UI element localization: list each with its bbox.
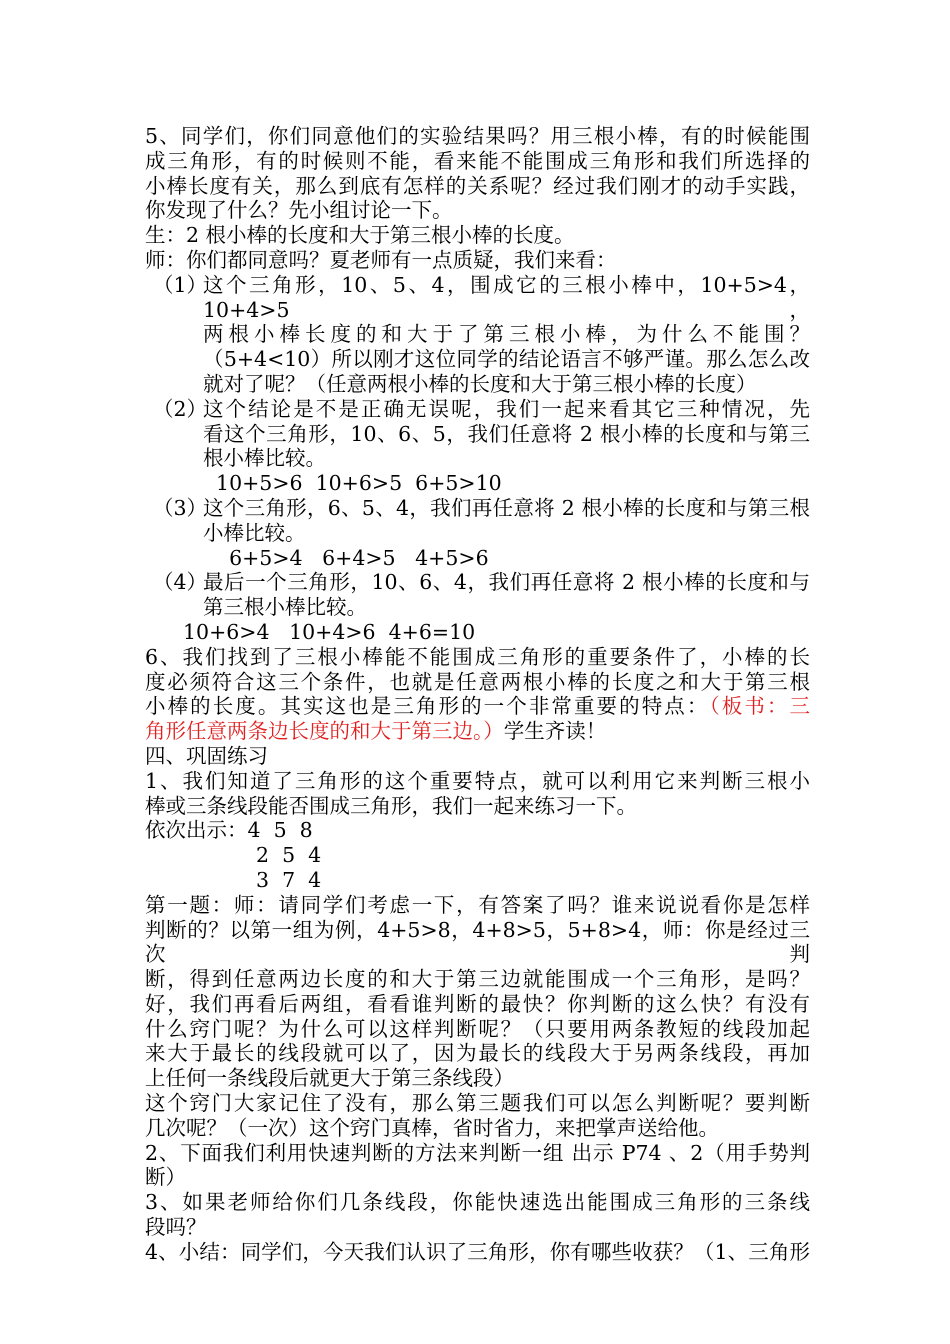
case-item-2: [145, 397, 810, 496]
text-line: 这个三角形，10、5、4，围成它的三根小棒中，10+5>4，10+4>5，: [203, 272, 810, 322]
show-label: 依次出示：: [145, 818, 248, 843]
text-line: 6、我们找到了三根小棒能不能围成三角形的重要条件了，小棒的长: [145, 644, 810, 669]
board-note: （板书：三: [709, 694, 811, 719]
section-heading: 四、巩固练习: [145, 743, 268, 768]
paragraph-6: [145, 645, 810, 744]
exercise-3: [145, 1190, 810, 1240]
text-line: 最后一个三角形，10、6、4，我们再任意将 2 根小棒的长度和与: [203, 570, 810, 595]
text-line: 来大于最长的线段就可以了，因为最长的线段大于另两条线段，再加: [145, 1041, 810, 1066]
text-line: 第一题：师：请同学们考虑一下，有答案了吗？谁来说说看你是怎样: [145, 892, 810, 917]
text-line: 断，得到任意两边长度的和大于第三边就能围成一个三角形，是吗？: [145, 967, 810, 992]
text-span: 小棒的长度。其实这也是三角形的一个非常重要的特点：: [145, 694, 710, 719]
text-line: 根小棒比较。: [203, 446, 326, 471]
document-body: [145, 124, 810, 1265]
teacher-question: 师：你们都同意吗？夏老师有一点质疑，我们来看：: [145, 247, 617, 272]
text-line: 这个结论是不是正确无误呢，我们一起来看其它三种情况，先: [203, 396, 810, 421]
student-answer: 生：2 根小棒的长度和大于第三根小棒的长度。: [145, 223, 575, 248]
text-line: [145, 694, 810, 719]
exercise-2: [145, 1141, 810, 1191]
text-line: 几次呢？（一次）这个窍门真棒，省时省力，来把掌声送给他。: [145, 1115, 719, 1140]
board-note: 角形任意两条边长度的和大于第三边。）: [145, 719, 504, 744]
text-span: 学生齐读！: [503, 719, 607, 744]
text-line: 1、我们知道了三角形的这个重要特点，就可以利用它来判断三根小: [145, 768, 810, 793]
text-line: 3、如果老师给你们几条线段，你能快速选出能围成三角形的三条线: [145, 1190, 810, 1215]
text-line: 断）: [145, 1165, 186, 1190]
paragraph-5: [145, 124, 810, 223]
text-line: 成三角形，有的时候则不能，看来能不能围成三角形和我们所选择的: [145, 148, 810, 173]
text-line: 2、下面我们利用快速判断的方法来判断一组 出示 P74 、2（用手势判: [145, 1140, 810, 1165]
text-line: 好，我们再看后两组，看看谁判断的最快？你判断的这么快？有没有: [145, 991, 810, 1016]
text-line: 你发现了什么？先小组讨论一下。: [145, 198, 453, 223]
text-line: 这个窍门大家记住了没有，那么第三题我们可以怎么判断呢？要判断: [145, 1091, 810, 1116]
text-line: （5+4<10）所以刚才这位同学的结论语言不够严谨。那么怎么改: [203, 347, 810, 372]
case-number: （1）: [153, 272, 208, 297]
text-line: [145, 818, 810, 843]
number-groups: [145, 818, 810, 892]
question-1: [145, 893, 810, 1091]
text-line: 5、同学们，你们同意他们的实验结果吗？用三根小棒，有的时候能围: [145, 124, 810, 148]
inequality-line: 6+5>4 6+4>5 4+5>6: [203, 545, 489, 570]
text-line: 两根小棒长度的和大于了第三根小棒，为什么不能围？: [203, 322, 810, 347]
summary: [145, 1240, 810, 1265]
text-line: 什么窍门呢？为什么可以这样判断呢？（只要用两条教短的线段加起: [145, 1016, 810, 1041]
exercise-1: [145, 769, 810, 819]
inequality-line: 10+6>4 10+4>6 4+6=10: [183, 619, 476, 644]
case-number: （2）: [153, 396, 208, 421]
text-line: 判断的？以第一组为例，4+5>8，4+8>5，5+8>4，师：你是经过三次判: [145, 917, 810, 967]
text-line: 这个三角形，6、5、4，我们再任意将 2 根小棒的长度和与第三根: [203, 495, 810, 520]
text-line: 4、小结：同学们，今天我们认识了三角形，你有哪些收获？（1、三角形: [145, 1239, 810, 1264]
trick-paragraph: [145, 1091, 810, 1141]
case-number: （3）: [153, 495, 208, 520]
text-line: 第三根小棒比较。: [203, 595, 367, 620]
case-item-1: [145, 273, 810, 397]
text-line: 小棒比较。: [203, 520, 306, 545]
number-group: 4 5 8: [247, 818, 313, 843]
case-item-3: [145, 496, 810, 570]
text-line: 就对了呢？（任意两根小棒的长度和大于第三根小棒的长度）: [203, 371, 757, 396]
text-line: 度必须符合这三个条件，也就是任意两根小棒的长度之和大于第三根: [145, 669, 810, 694]
text-line: 上任何一条线段后就更大于第三条线段）: [145, 1066, 514, 1091]
text-line: 段吗？: [145, 1215, 207, 1240]
case-number: （4）: [153, 570, 208, 595]
text-line: 棒或三条线段能否围成三角形，我们一起来练习一下。: [145, 793, 637, 818]
inequality-line: 10+5>6 10+6>5 6+5>10: [203, 471, 502, 496]
text-line: 小棒长度有关，那么到底有怎样的关系呢？经过我们刚才的动手实践，: [145, 173, 810, 198]
text-line: [145, 719, 810, 744]
text-line: 看这个三角形，10、6、5，我们任意将 2 根小棒的长度和与第三: [203, 421, 810, 446]
case-item-4: [145, 570, 810, 620]
number-group: 3 7 4: [256, 867, 322, 892]
number-group: 2 5 4: [256, 843, 322, 868]
